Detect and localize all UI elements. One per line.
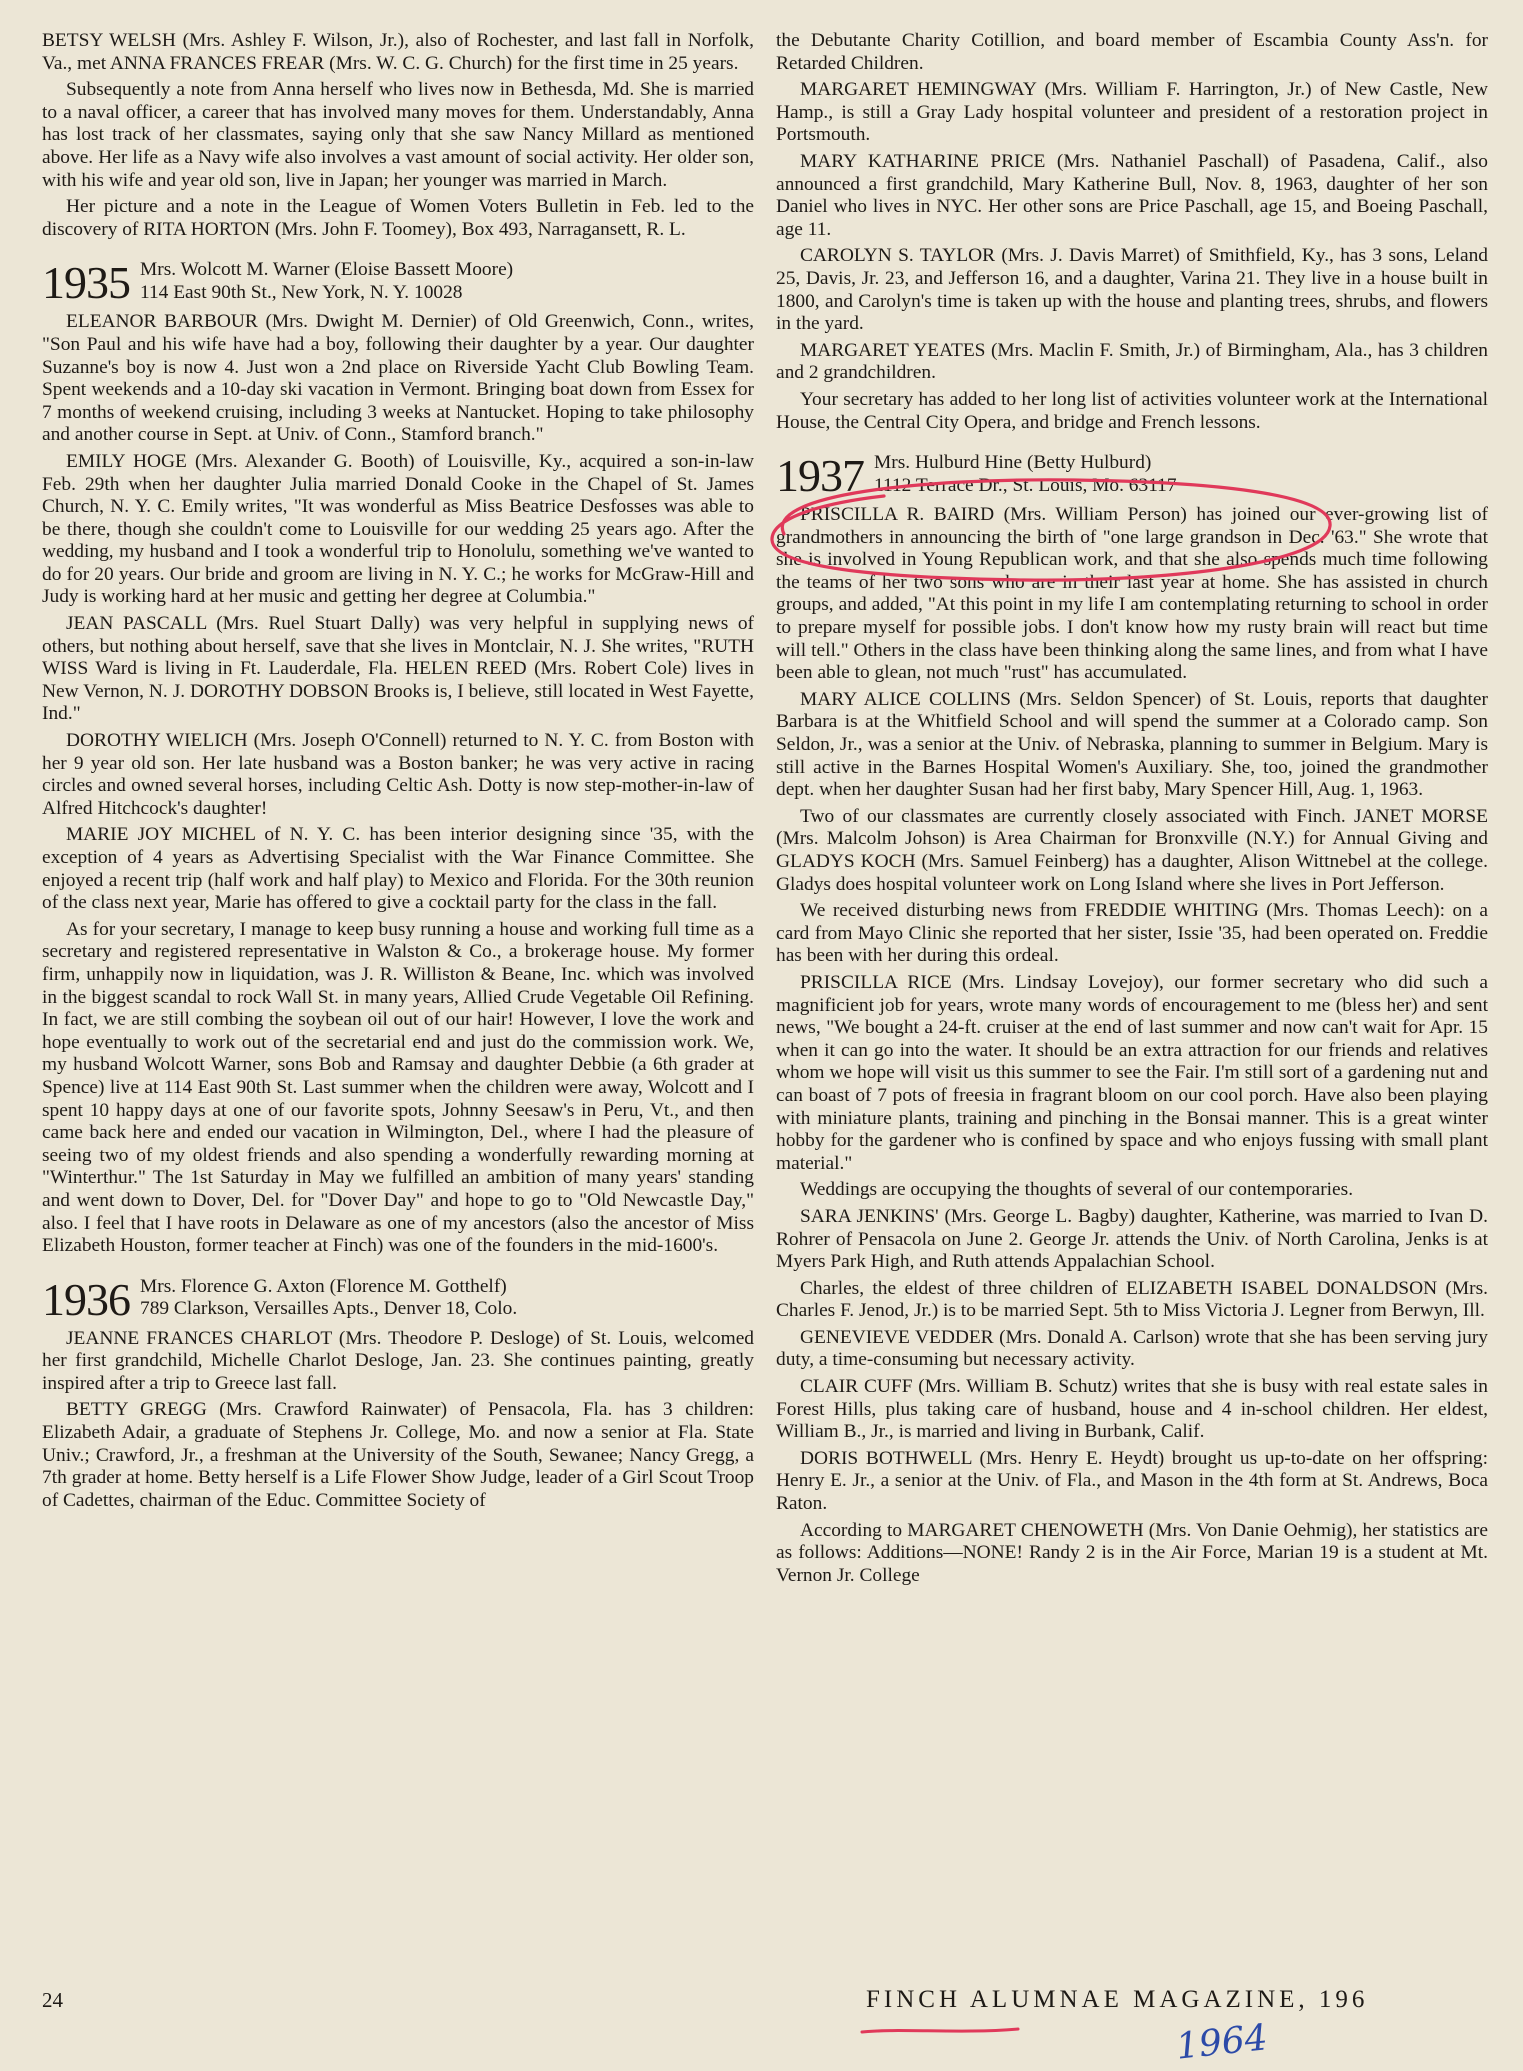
news-paragraph: Subsequently a note from Anna herself who lives now in Bethesda, Md. She is married to a naval officer, a career that has involved many moves for them. Understandably, Anna has lost track of her classmates, saying only that she saw Nancy Millard as mentioned above. Her life as a Navy wife also involves a vast amount of social activity. Her older son, with his wife and year old son, live in Japan; her younger was married in March.	[42, 79, 754, 191]
news-paragraph: PRISCILLA RICE (Mrs. Lindsay Lovejoy), our former secretary who did such a magnificient job for years, wrote many words of encouragement to me (bless her) and sent news, "We bought a 24-ft. cruiser at the end of last summer and now can't wait for Apr. 15 when it can go into the water. It should be an extra attraction for our friends and relatives whom we hope will visit us this summer to see the Fair. I'm still sort of a gardening nut and can boast of 7 pots of freesia in fragrant bloom on our cool porch. Have also been playing with miniature plants, training and pinching in the Bonsai manner. This is a great winter hobby for the gardener who is confined by space and who enjoys fussing with small plant material."	[776, 971, 1488, 1174]
news-paragraph: Charles, the eldest of three children of ELIZABETH ISABEL DONALDSON (Mrs. Charles F. Jenod, Jr.) is to be married Sept. 5th to Miss Victoria J. Legner from Berwyn, Ill.	[776, 1277, 1488, 1322]
news-paragraph: MARIE JOY MICHEL of N. Y. C. has been interior designing since '35, with the exception of 4 years as Advertising Specialist with the War Finance Committee. She enjoyed a recent trip (half work and half play) to Mexico and Florida. For the 30th reunion of the class next year, Marie has offered to give a cocktail party for the class in the fall.	[42, 824, 754, 914]
news-paragraph: ELEANOR BARBOUR (Mrs. Dwight M. Dernier) of Old Greenwich, Conn., writes, "Son Paul and his wife have had a boy, following their daughter by a year. Our daughter Suzanne's boy is now 4. Just won a 2nd place on Riverside Yacht Club Bowling Team. Spent weekends and a 10-day ski vacation in Vermont. Bringing boat down from Essex for 7 months of weekend cruising, including 3 weeks at Nantucket. Hoping to take philosophy and another course in Sept. at Univ. of Conn., Stamford branch."	[42, 311, 754, 446]
news-paragraph: BETSY WELSH (Mrs. Ashley F. Wilson, Jr.), also of Rochester, and last fall in Norfolk, Va., met ANNA FRANCES FREAR (Mrs. W. C. G. Church) for the first time in 25 years.	[42, 30, 754, 74]
news-paragraph: According to MARGARET CHENOWETH (Mrs. Von Danie Oehmig), her statistics are as follows: Additions—NONE! Randy 2 is in the Air Force, Marian 19 is a student at Mt. Vernon Jr. College	[776, 1519, 1488, 1586]
news-paragraph: DORIS BOTHWELL (Mrs. Henry E. Heydt) brought us up-to-date on her offspring: Henry E. Jr., a senior at the Univ. of Fla., and Mason in the 4th form at St. Andrews, Boca Raton.	[776, 1447, 1488, 1515]
news-paragraph: Your secretary has added to her long list of activities volunteer work at the International House, the Central City Opera, and bridge and French lessons.	[776, 388, 1488, 433]
news-paragraph: the Debutante Charity Cotillion, and board member of Escambia County Ass'n. for Retarded Children.	[776, 30, 1488, 74]
secretary-address: 1112 Terrace Dr., St. Louis, Mo. 63117	[874, 474, 1177, 496]
handdrawn-underline	[860, 2024, 1020, 2038]
handwritten-year: 1964	[1174, 2017, 1270, 2068]
news-paragraph: SARA JENKINS' (Mrs. George L. Bagby) daughter, Katherine, was married to Ivan D. Rohrer of Pensacola on June 2. George Jr. attends the Univ. of North Carolina, Jenks is at Myers Park High, and Ruth attends Appalachian School.	[776, 1205, 1488, 1273]
page-number: 24	[42, 1988, 63, 2012]
news-paragraph: Two of our classmates are currently closely associated with Finch. JANET MORSE (Mrs. Malcolm Johson) is Area Chairman for Bronxville (N.Y.) for Annual Giving and GLADYS KOCH (Mrs. Samuel Feinberg) has a daughter, Alison Wittnebel at the college. Gladys does hospital volunteer work on Long Island where she lives in Port Jefferson.	[776, 805, 1488, 895]
secretary-name: Mrs. Wolcott M. Warner (Eloise Bassett Moore)	[140, 259, 514, 281]
news-paragraph: CLAIR CUFF (Mrs. William B. Schutz) writes that she is busy with real estate sales in Forest Hills, plus taking care of husband, house and 4 in-school children. Her eldest, William B., Jr., is married and living in Burbank, Calif.	[776, 1376, 1488, 1443]
news-paragraph: MARY KATHARINE PRICE (Mrs. Nathaniel Paschall) of Pasadena, Calif., also announced a first grandchild, Mary Katherine Bull, Nov. 8, 1963, daughter of her son Daniel who lives in NYC. Her other sons are Price Paschall, age 15, and Boeing Paschall, age 11.	[776, 150, 1488, 240]
news-paragraph: MARY ALICE COLLINS (Mrs. Seldon Spencer) of St. Louis, reports that daughter Barbara is at the Whitfield School and will spend the summer at a Colorado camp. Son Seldon, Jr., was a senior at the Univ. of Nebraska, planning to summer in Belgium. Mary is still active in the Barnes Hospital Women's Auxiliary. She, too, joined the grandmother dept. when her daughter Susan had her first baby, Mary Spencer Hill, Aug. 1, 1963.	[776, 688, 1488, 801]
class-secretary	[140, 1276, 517, 1321]
class-heading	[42, 1273, 754, 1325]
secretary-name: Mrs. Hulburd Hine (Betty Hulburd)	[874, 452, 1152, 474]
news-paragraph: BETTY GREGG (Mrs. Crawford Rainwater) of Pensacola, Fla. has 3 children: Elizabeth Adair, a graduate of Stephens Jr. College, Mo. and now a senior at Fla. State Univ.; Crawford, Jr., a freshman at the University of the South, Sewanee; Nancy Gregg, a 7th grader at home. Betty herself is a Life Flower Show Judge, leader of a Girl Scout Troop of Cadettes, chairman of the Educ. Committee Society of	[42, 1399, 754, 1511]
news-paragraph: Her picture and a note in the League of Women Voters Bulletin in Feb. led to the discovery of RITA HORTON (Mrs. John F. Toomey), Box 493, Narragansett, R. L.	[42, 196, 754, 240]
magazine-title: FINCH ALUMNAE MAGAZINE, 196	[866, 1986, 1369, 2013]
class-secretary	[140, 259, 513, 304]
secretary-name: Mrs. Florence G. Axton (Florence M. Gotthelf)	[140, 1275, 507, 1297]
secretary-address: 789 Clarkson, Versailles Apts., Denver 18, Colo.	[140, 1298, 518, 1320]
right-column	[776, 30, 1488, 1591]
class-heading	[776, 450, 1488, 502]
news-paragraph: Weddings are occupying the thoughts of several of our contemporaries.	[800, 1179, 1354, 1201]
secretary-address: 114 East 90th St., New York, N. Y. 10028	[140, 281, 463, 303]
news-paragraph: DOROTHY WIELICH (Mrs. Joseph O'Connell) returned to N. Y. C. from Boston with her 9 year old son. Her late husband was a Boston banker; he was very active in racing circles and owned several horses, including Celtic Ash. Dotty is now step-mother-in-law of Alfred Hitchcock's daughter!	[42, 730, 754, 819]
class-year: 1935	[42, 257, 130, 309]
news-paragraph: PRISCILLA R. BAIRD (Mrs. William Person) has joined our ever-growing list of grandmothers in announcing the birth of "one large grandson in Dec. '63." She wrote that she is involved in Young Republican work, and that she also spends much time following the teams of her two sons who are in their last year at home. She has assisted in church groups, and added, "At this point in my life I am contemplating returning to school in order to prepare myself for possible jobs. I don't know how my rusty brain will react but time will tell." Others in the class have been thinking along the same lines, and from what I have been able to glean, not much "rust" has accumulated.	[776, 504, 1488, 684]
news-paragraph: JEANNE FRANCES CHARLOT (Mrs. Theodore P. Desloge) of St. Louis, welcomed her first grandchild, Michelle Charlot Desloge, Jan. 23. She continues painting, greatly inspired after a trip to Greece last fall.	[42, 1327, 754, 1394]
news-paragraph: JEAN PASCALL (Mrs. Ruel Stuart Dally) was very helpful in supplying news of others, but nothing about herself, save that she lives in Montclair, N. J. She writes, "RUTH WISS Ward is living in Ft. Lauderdale, Fla. HELEN REED (Mrs. Robert Cole) lives in New Vernon, N. J. DOROTHY DOBSON Brooks is, I believe, still located in West Fayette, Ind."	[42, 613, 754, 725]
news-paragraph: EMILY HOGE (Mrs. Alexander G. Booth) of Louisville, Ky., acquired a son-in-law Feb. 29th when her daughter Julia married Donald Cooke in the Chapel of St. James Church, N. Y. C. Emily writes, "It was wonderful as Miss Beatrice Desfosses was able to be there, though she couldn't come to Louisville for our wedding 25 years ago. After the wedding, my husband and I took a wonderful trip to Honolulu, something we've wanted to do for 20 years. Our bride and groom are living in N. Y. C.; he works for McGraw-Hill and Judy is working hard at her music and getting her degree at Columbia."	[42, 450, 754, 608]
news-paragraph: CAROLYN S. TAYLOR (Mrs. J. Davis Marret) of Smithfield, Ky., has 3 sons, Leland 25, Davis, Jr. 23, and Jefferson 16, and a daughter, Varina 21. They live in a house built in 1800, and Carolyn's time is taken up with the house and planting trees, shrubs, and flowers in the yard.	[776, 245, 1488, 335]
class-year: 1936	[42, 1273, 130, 1325]
news-paragraph: MARGARET HEMINGWAY (Mrs. William F. Harrington, Jr.) of New Castle, New Hamp., is still a Gray Lady hospital volunteer and president of a restoration project in Portsmouth.	[776, 79, 1488, 146]
news-paragraph: GENEVIEVE VEDDER (Mrs. Donald A. Carlson) wrote that she has been serving jury duty, a time-consuming but necessary activity.	[776, 1326, 1488, 1371]
class-secretary	[874, 452, 1177, 497]
class-year: 1937	[776, 450, 864, 502]
class-heading	[42, 257, 754, 309]
news-paragraph: We received disturbing news from FREDDIE WHITING (Mrs. Thomas Leech): on a card from Mayo Clinic she reported that her sister, Issie '35, had been operated on. Freddie has been with her during this ordeal.	[776, 900, 1488, 967]
news-paragraph: As for your secretary, I manage to keep busy running a house and working full time as a secretary and registered representative in Walston & Co., a brokerage house. My former firm, unhappily now in liquidation, was J. R. Williston & Beane, Inc. which was involved in the biggest scandal to rock Wall St. in many years, Allied Crude Vegetable Oil Refining. In fact, we are still combing the soybean oil out of our hair! However, I love the work and hope eventually to work out of the secretarial end and just do the commission work. We, my husband Wolcott Warner, sons Bob and Ramsay and daughter Debbie (a 6th grader at Spence) live at 114 East 90th St. Last summer when the children were away, Wolcott and I spent 10 happy days at one of our favorite spots, Johnny Seesaw's in Peru, Vt., and then came back here and ended our vacation in Wilmington, Del., where I had the pleasure of seeing two of my oldest friends and also spending a wonderfully rewarding morning at "Winterthur." The 1st Saturday in May we fulfilled an ambition of many years' standing and went down to Dover, Del. for "Dover Day" and hope to go to "Old Newcastle Day," also. I feel that I have roots in Delaware as one of my ancestors (also the ancestor of Miss Elizabeth Houston, former teacher at Finch) was one of the founders in the mid-1600's.	[42, 918, 754, 1257]
news-paragraph: MARGARET YEATES (Mrs. Maclin F. Smith, Jr.) of Birmingham, Ala., has 3 children and 2 grandchildren.	[776, 339, 1488, 384]
left-column	[42, 30, 754, 1516]
